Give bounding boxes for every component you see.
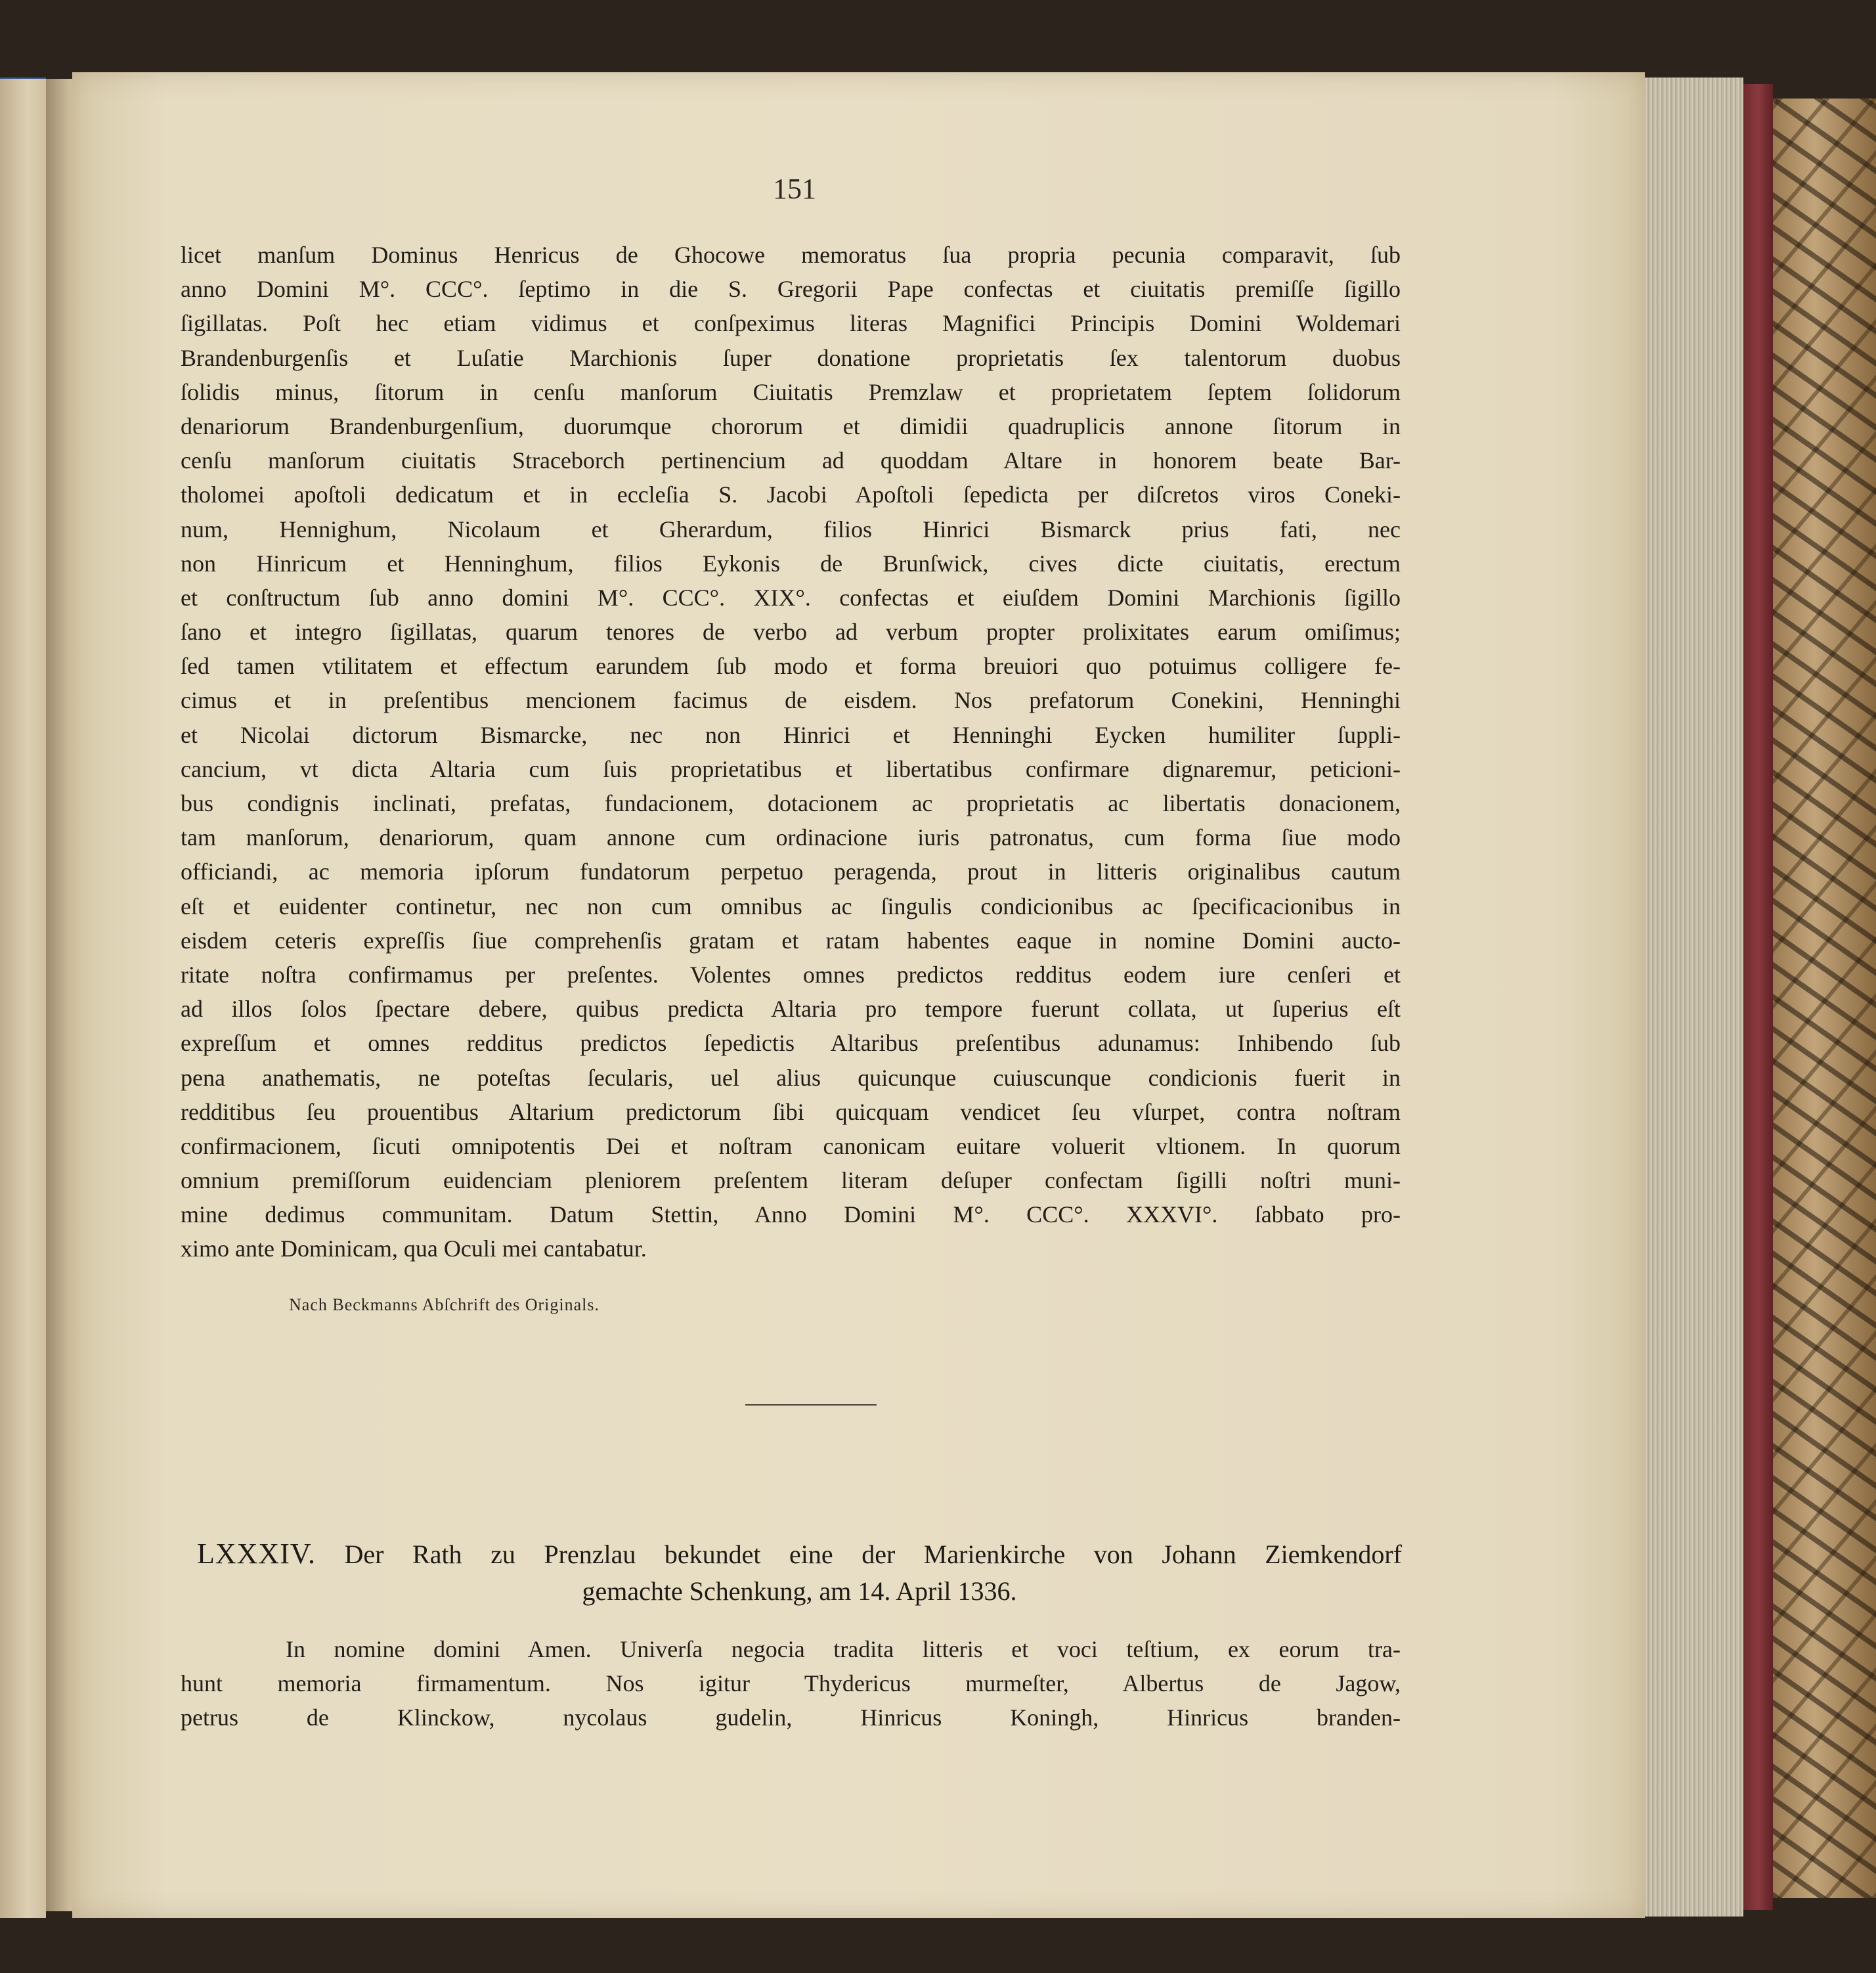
page-number: 151 xyxy=(773,173,816,205)
text-line: confirmacionem, ſicuti omnipotentis Dei et noſtram canonicam euitare voluerit vltionem. In quorum xyxy=(181,1132,1401,1159)
heading-line-2: gemachte Schenkung, am 14. April 1336. xyxy=(582,1576,1017,1606)
text-line: Brandenburgenſis et Luſatie Marchionis ſuper donatione proprietatis ſex talentorum duobus xyxy=(181,344,1401,371)
section-divider xyxy=(745,1404,877,1406)
text-line: ſigillatas. Poſt hec etiam vidimus et conſpeximus literas Magnifici Principis Domini Woldemari xyxy=(181,310,1401,337)
text-line: hunt memoria firmamentum. Nos igitur Thydericus murmeſter, Albertus de Jagow, xyxy=(181,1670,1401,1697)
text-line: ximo ante Dominicam, qua Oculi mei cantabatur. xyxy=(181,1235,647,1262)
text-line: denariorum Brandenburgenſium, duorumque chororum et dimidii quadruplicis annone ſitorum in xyxy=(181,412,1401,439)
charter-83-text xyxy=(181,238,1401,1266)
text-line: petrus de Klinckow, nycolaus gudelin, Hinricus Koningh, Hinricus branden- xyxy=(181,1704,1401,1731)
heading-line-1: Der Rath zu Prenzlau bekundet eine der Marienkirche von Johann Ziemkendorf xyxy=(344,1540,1402,1569)
text-line: num, Hennighum, Nicolaum et Gherardum, filios Hinrici Bismarck prius fati, nec xyxy=(181,516,1401,543)
text-line: ſed tamen vtilitatem et effectum earundem ſub modo et forma breuiori quo potuimus colligere fe- xyxy=(181,653,1401,680)
text-line: cimus et in preſentibus mencionem facimus de eisdem. Nos prefatorum Conekini, Henninghi xyxy=(181,687,1401,714)
text-line: ritate noſtra confirmamus per preſentes. Volentes omnes predictos redditus eodem iure cenſeri et xyxy=(181,961,1401,988)
text-line: In nomine domini Amen. Univerſa negocia tradita litteris et voci teſtium, ex eorum tra- xyxy=(286,1636,1401,1662)
text-line: ad illos ſolos ſpectare debere, quibus predicta Altaria pro tempore fuerunt collata, ut ſuperius eſt xyxy=(181,996,1401,1023)
text-line: redditibus ſeu prouentibus Altarium predictorum ſibi quicquam vendicet ſeu vſurpet, contra noſtram xyxy=(181,1098,1401,1125)
source-note: Nach Beckmanns Abſchrift des Originals. xyxy=(289,1295,600,1314)
text-line: et conſtructum ſub anno domini M°. CCC°. XIX°. confectas et eiuſdem Domini Marchionis ſigillo xyxy=(181,584,1401,611)
text-line: eſt et euidenter continetur, nec non cum omnibus ac ſingulis condicionibus ac ſpecificacionibus in xyxy=(181,893,1401,920)
text-line: pena anathematis, ne poteſtas ſecularis, uel alius quicunque cuiuscunque condicionis fuerit in xyxy=(181,1064,1401,1091)
text-line: expreſſum et omnes redditus predictos ſepedictis Altaribus preſentibus adunamus: Inhibendo ſub xyxy=(181,1030,1401,1057)
text-line: ſolidis minus, ſitorum in cenſu manſorum Ciuitatis Premzlaw et proprietatem ſeptem ſolidorum xyxy=(181,378,1401,405)
text-line: et Nicolai dictorum Bismarcke, nec non Hinrici et Henninghi Eycken humiliter ſuppli- xyxy=(181,721,1401,748)
marbled-cover xyxy=(1773,99,1876,1898)
text-line: mine dedimus communitam. Datum Stettin, Anno Domini M°. CCC°. XXXVI°. ſabbato pro- xyxy=(181,1201,1401,1228)
charter-84-text xyxy=(181,1632,1401,1735)
text-line: ſano et integro ſigillatas, quarum tenores de verbo ad verbum propter prolixitates earum omiſimus; xyxy=(181,619,1401,646)
text-line: cancium, vt dicta Altaria cum ſuis proprietatibus et libertatibus confirmare dignaremur, peticioni- xyxy=(181,755,1401,782)
text-line: tholomei apoſtoli dedicatum et in eccleſia S. Jacobi Apoſtoli ſepedicta per diſcretos viros Coneki- xyxy=(181,481,1401,508)
text-line: officiandi, ac memoria ipſorum fundatorum perpetuo peragenda, prout in litteris originalibus cautum xyxy=(181,858,1401,885)
charter-number: LXXXIV. xyxy=(197,1538,316,1570)
text-line: eisdem ceteris expreſſis ſiue comprehenſis gratam et ratam habentes eaque in nomine Domini aucto- xyxy=(181,927,1401,954)
text-line: tam manſorum, denariorum, quam annone cum ordinacione iuris patronatus, cum forma ſiue modo xyxy=(181,824,1401,851)
left-facing-page xyxy=(0,79,46,1918)
text-line: omnium premiſſorum euidenciam pleniorem preſentem literam deſuper confectam ſigilli noſtri muni- xyxy=(181,1167,1401,1194)
text-line: bus condignis inclinati, prefatas, fundacionem, dotacionem ac proprietatis ac libertatis donacionem, xyxy=(181,790,1401,816)
cover-edge xyxy=(1743,84,1773,1910)
page-edges xyxy=(1645,78,1743,1917)
charter-84-heading xyxy=(197,1536,1402,1610)
text-line: non Hinricum et Henninghum, filios Eykonis de Brunſwick, cives dicte ciuitatis, erectum xyxy=(181,550,1401,577)
text-line: anno Domini M°. CCC°. ſeptimo in die S. Gregorii Pape confectas et ciuitatis premiſſe ſigillo xyxy=(181,276,1401,303)
text-line: licet manſum Dominus Henricus de Ghocowe memoratus ſua propria pecunia comparavit, ſub xyxy=(181,242,1401,268)
text-line: cenſu manſorum ciuitatis Straceborch pertinencium ad quoddam Altare in honorem beate Bar- xyxy=(181,447,1401,474)
